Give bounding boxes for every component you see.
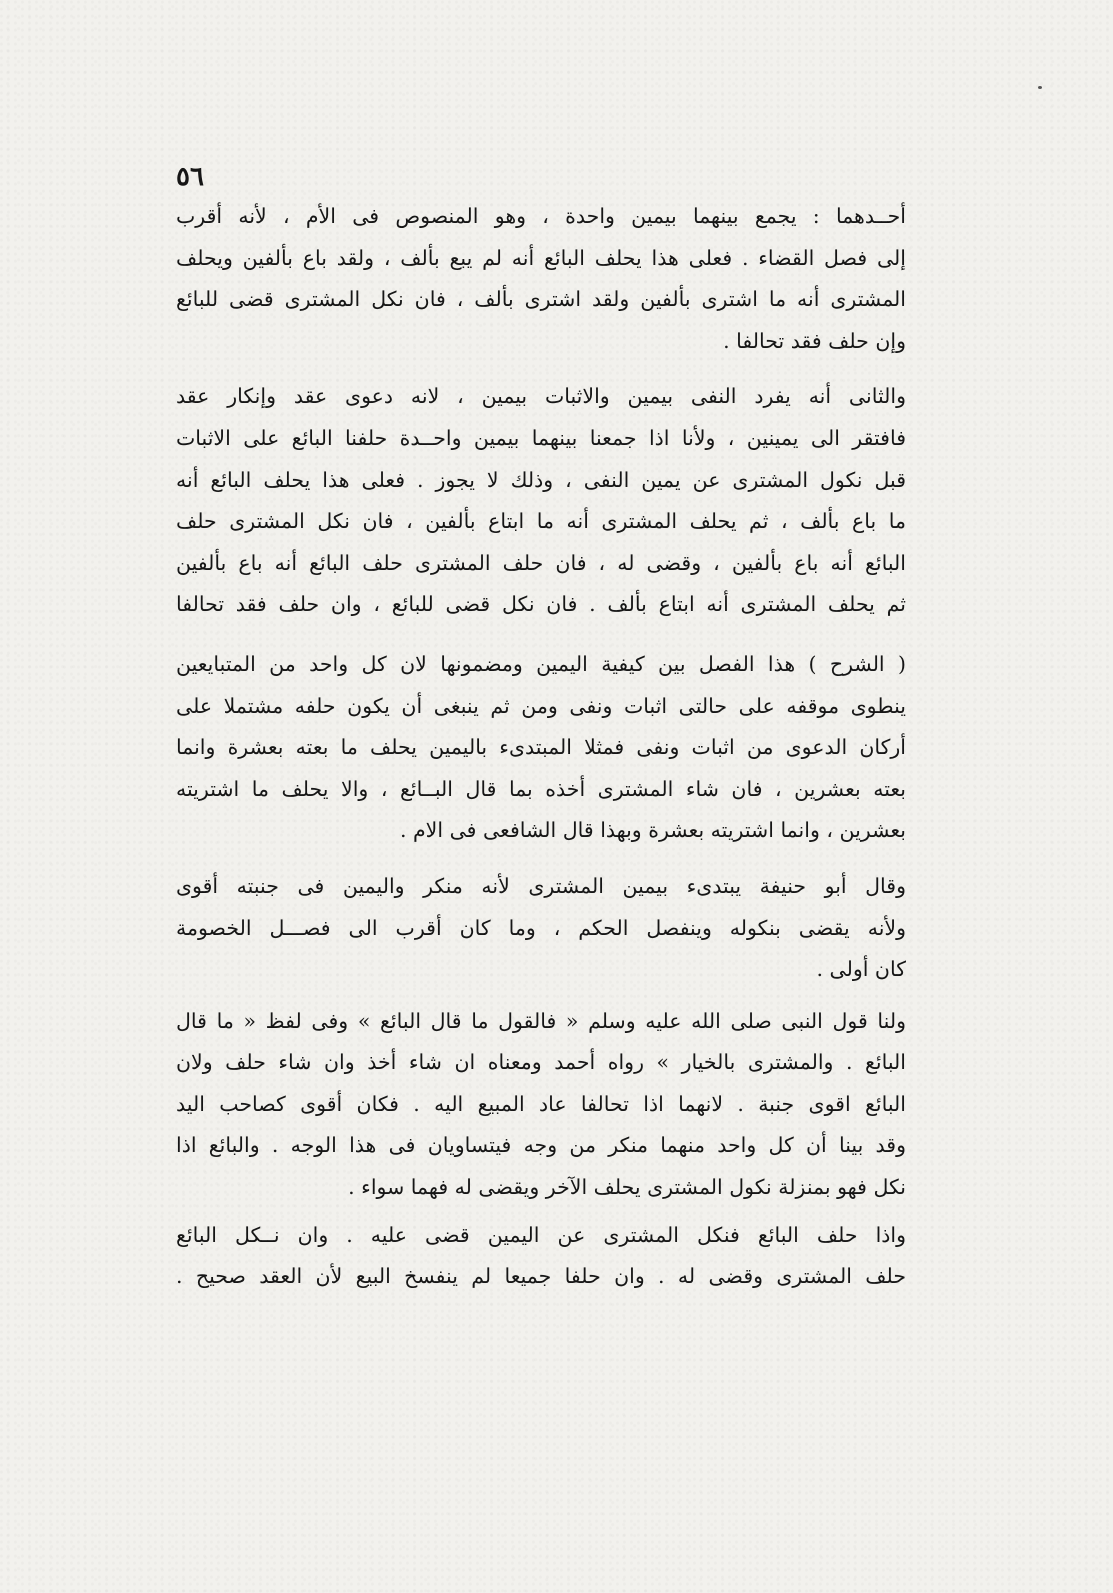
text-line: كان أولى . — [816, 957, 906, 982]
text-line: والثانى أنه يفرد النفى بيمين والاثبات بيمين ، لانه دعوى عقد وإنكار عقد — [176, 384, 906, 409]
text-line: ولأنه يقضى بنكوله وينفصل الحكم ، وما كان أقرب الى فصـــل الخصومة — [176, 915, 906, 940]
text-line: حلف المشترى وقضى له . وان حلفا جميعا لم ينفسخ البيع لأن العقد صحيح . — [176, 1264, 906, 1289]
text-line: ( الشرح ) هذا الفصل بين كيفية اليمين ومضمونها لان كل واحد من المتبايعين — [176, 651, 906, 676]
paragraph-5 — [176, 1001, 906, 1209]
text-line: أحــدهما : يجمع بينهما بيمين واحدة ، وهو المنصوص فى الأم ، لأنه أقرب — [176, 204, 906, 228]
text-line: وقد بينا أن كل واحد منهما منكر من وجه فيتساويان فى هذا الوجه . والبائع اذا — [176, 1133, 906, 1158]
paragraph-4 — [176, 866, 906, 991]
paragraph-1 — [176, 196, 906, 362]
paragraph-commentary — [176, 644, 906, 852]
text-line: أركان الدعوى من اثبات ونفى فمثلا المبتدىء باليمين يحلف ما بعته بعشرة وانما — [176, 735, 906, 760]
text-line: نكل فهو بمنزلة نكول المشترى يحلف الآخر ويقضى له فهما سواء . — [348, 1175, 906, 1200]
text-line: ما باع بألف ، ثم يحلف المشترى أنه ما ابتاع بألفين ، فان نكل المشترى حلف — [176, 509, 906, 534]
text-line: البائع . والمشترى بالخيار » رواه أحمد ومعناه ان شاء أخذ وان شاء حلف ولان — [176, 1050, 906, 1075]
text-line: وقال أبو حنيفة يبتدىء بيمين المشترى لأنه منكر واليمين فى جنبته أقوى — [176, 873, 906, 898]
paragraph-2 — [176, 376, 906, 626]
scan-speck — [1038, 86, 1042, 89]
text-line: ثم يحلف المشترى أنه ابتاع بألف . فان نكل قضى للبائع ، وان حلف فقد تحالفا — [176, 592, 906, 617]
text-line: البائع اقوى جنبة . لانهما اذا تحالفا عاد المبيع اليه . فكان أقوى كصاحب اليد — [176, 1091, 906, 1116]
text-line: البائع أنه باع بألفين ، وقضى له ، فان حلف المشترى حلف البائع أنه باع بألفين — [176, 550, 906, 575]
text-line: ولنا قول النبى صلى الله عليه وسلم « فالقول ما قال البائع » وفى لفظ « ما قال — [176, 1008, 906, 1033]
paragraph-6 — [176, 1215, 906, 1298]
text-line: فافتقر الى يمينين ، ولأنا اذا جمعنا بينهما بيمين واحــدة حلفنا البائع على الاثبات — [176, 425, 906, 450]
page-number: ٥٦ — [176, 162, 204, 192]
text-line: ينطوى موقفه على حالتى اثبات ونفى ومن ثم ينبغى أن يكون حلفه مشتملا على — [176, 693, 906, 718]
text-line: بعته بعشرين ، فان شاء المشترى أخذه بما قال البــائع ، والا يحلف ما اشتريته — [176, 776, 906, 801]
text-line: بعشرين ، وانما اشتريته بعشرة وبهذا قال الشافعى فى الام . — [399, 818, 906, 843]
text-line: قبل نكول المشترى عن يمين النفى ، وذلك لا يجوز . فعلى هذا يحلف البائع أنه — [176, 467, 906, 492]
page-body — [176, 196, 906, 1298]
text-line: وإن حلف فقد تحالفا . — [723, 328, 906, 353]
text-line: المشترى أنه ما اشترى بألفين ولقد اشترى بألف ، فان نكل المشترى قضى للبائع — [176, 287, 906, 312]
text-line: إلى فصل القضاء . فعلى هذا يحلف البائع أنه لم يبع بألف ، ولقد باع بألفين ويحلف — [176, 245, 906, 270]
text-line: واذا حلف البائع فنكل المشترى عن اليمين قضى عليه . وان نــكل البائع — [176, 1222, 906, 1247]
